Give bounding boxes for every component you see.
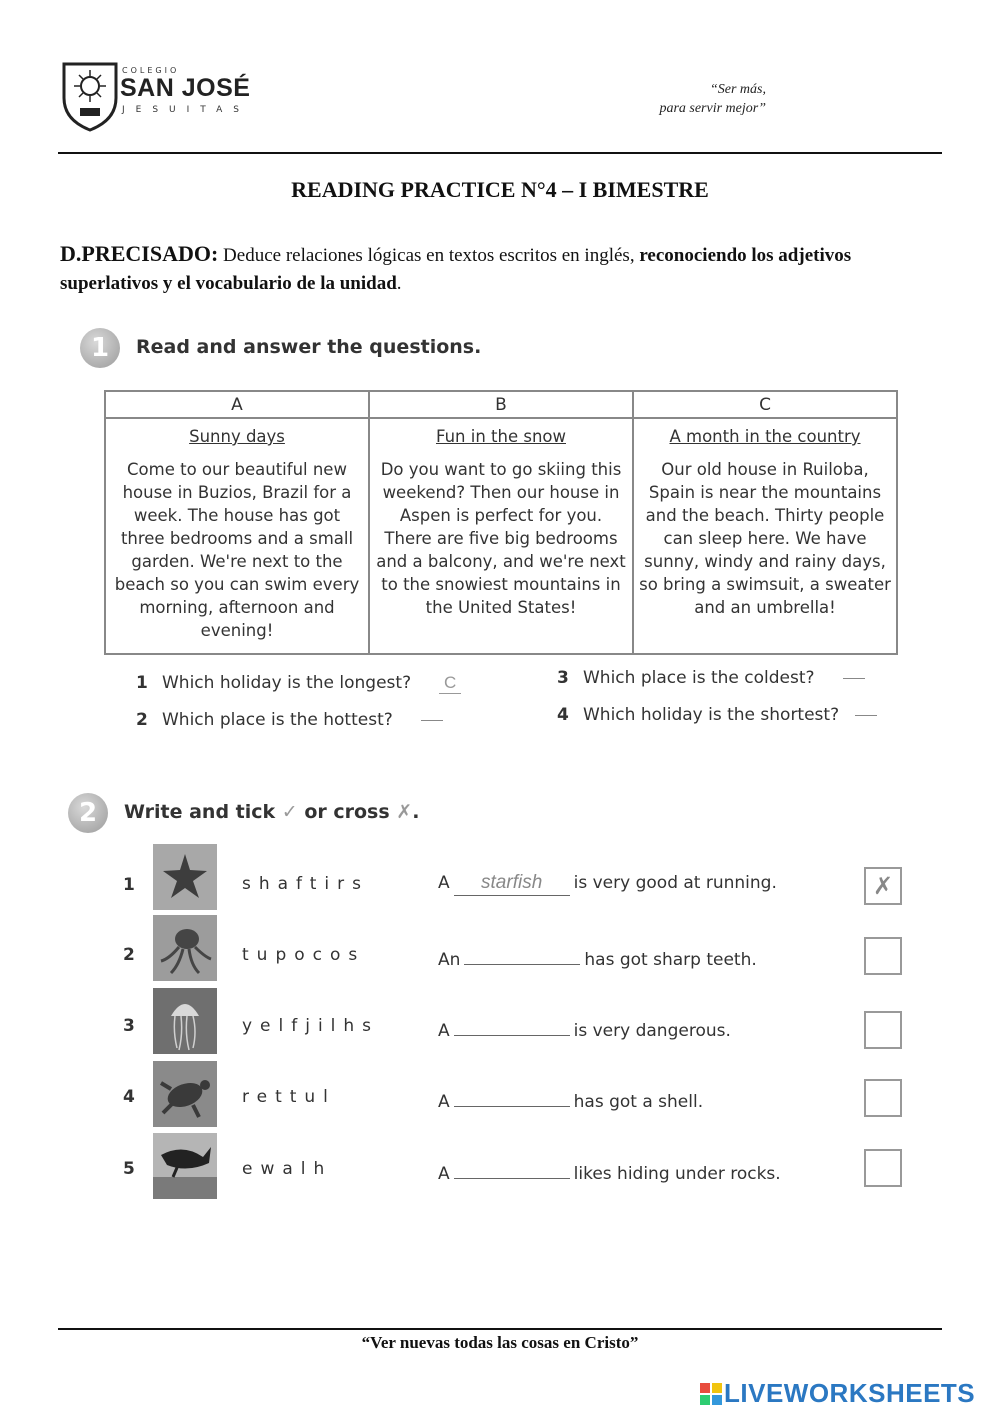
learning-objective bbox=[60, 240, 940, 298]
card-b-heading: Fun in the snow bbox=[435, 427, 566, 446]
item-number: 2 bbox=[123, 945, 135, 965]
answer-input-2[interactable] bbox=[421, 720, 443, 721]
objective-text: Deduce relaciones lógicas en textos escritos en inglés, bbox=[218, 245, 640, 266]
footer-divider bbox=[58, 1328, 942, 1330]
card-a-text: Come to our beautiful new house in Buzios, Brazil for a week. The house has got three bedrooms and a small garden. We're next to the beach so you can swim every morning, afternoon and evening! bbox=[114, 460, 360, 640]
jellyfish-icon bbox=[153, 988, 217, 1054]
exercise-2-title bbox=[124, 801, 419, 823]
motto-line-1: “Ser más, bbox=[709, 82, 766, 97]
answer-input-3[interactable] bbox=[843, 678, 865, 679]
school-crest-logo bbox=[60, 58, 120, 133]
jumbled-word: yelfjilhs bbox=[242, 1016, 380, 1036]
sentence-article: A bbox=[438, 1021, 450, 1041]
objective-label: D.PRECISADO: bbox=[60, 241, 219, 266]
motto-line-2: para servir mejor” bbox=[659, 101, 766, 116]
question-3 bbox=[557, 668, 865, 688]
sentence-rest: has got sharp teeth. bbox=[584, 950, 757, 970]
question-2 bbox=[136, 710, 443, 730]
question-number: 2 bbox=[136, 710, 148, 730]
answer-blank-2[interactable] bbox=[464, 944, 580, 965]
sentence-5 bbox=[438, 1158, 781, 1184]
item-number: 1 bbox=[123, 875, 135, 895]
sentence-article: A bbox=[438, 1092, 450, 1112]
answer-input-1[interactable]: C bbox=[439, 673, 461, 694]
turtle-icon bbox=[153, 1061, 217, 1127]
question-number: 4 bbox=[557, 705, 569, 725]
jumbled-word: rettul bbox=[242, 1087, 336, 1107]
card-c-text: Our old house in Ruiloba, Spain is near the mountains and the beach. Thirty people can sleep here. We have sunny, windy and rainy days, so bring a swimsuit, a sweater and an umbrella! bbox=[639, 460, 891, 617]
exercise-2-badge: 2 bbox=[68, 793, 108, 833]
objective-bold-text: reconociendo los adjetivos superlativos y el vocabulario de la unidad bbox=[60, 245, 852, 294]
exercise-2-title-end: . bbox=[412, 801, 420, 823]
jumbled-word: ewalh bbox=[242, 1159, 333, 1179]
sentence-1 bbox=[438, 873, 777, 896]
answer-blank-1[interactable]: starfish bbox=[454, 873, 570, 896]
school-label-top: COLEGIO bbox=[122, 66, 180, 75]
reading-table bbox=[104, 390, 898, 655]
cross-icon: ✗ bbox=[396, 801, 413, 823]
column-letter-c: C bbox=[633, 391, 897, 418]
sentence-article: A bbox=[438, 1164, 450, 1184]
whale-icon bbox=[153, 1133, 217, 1199]
tick-cross-box-2[interactable] bbox=[864, 937, 902, 975]
school-motto bbox=[600, 80, 766, 118]
question-1 bbox=[136, 673, 461, 694]
card-a-heading: Sunny days bbox=[189, 427, 285, 446]
jumbled-word: tupocos bbox=[242, 945, 366, 965]
exercise-1-title: Read and answer the questions. bbox=[136, 336, 482, 358]
sentence-3 bbox=[438, 1015, 731, 1041]
question-text: Which place is the hottest? bbox=[162, 710, 393, 730]
tick-cross-box-3[interactable] bbox=[864, 1011, 902, 1049]
answer-blank-4[interactable] bbox=[454, 1086, 570, 1107]
objective-end: . bbox=[396, 273, 402, 294]
octopus-icon bbox=[153, 915, 217, 981]
school-label-sub: JESUITAS bbox=[122, 105, 250, 115]
tick-icon: ✓ bbox=[281, 801, 298, 823]
sentence-4 bbox=[438, 1086, 703, 1112]
starfish-icon bbox=[153, 844, 217, 910]
tick-cross-box-1[interactable]: ✗ bbox=[864, 867, 902, 905]
page-title: READING PRACTICE N°4 – I BIMESTRE bbox=[291, 177, 709, 202]
question-number: 1 bbox=[136, 673, 148, 693]
question-text: Which holiday is the shortest? bbox=[583, 705, 840, 725]
question-text: Which holiday is the longest? bbox=[162, 673, 412, 693]
header-divider bbox=[58, 152, 942, 154]
sentence-rest: is very dangerous. bbox=[573, 1021, 731, 1041]
sentence-rest: has got a shell. bbox=[573, 1092, 704, 1112]
card-b-text: Do you want to go skiing this weekend? Then our house in Aspen is perfect for you. There are five big bedrooms and a balcony, and we're next to the snowiest mountains in the United States! bbox=[376, 460, 626, 617]
question-number: 3 bbox=[557, 668, 569, 688]
sentence-rest: is very good at running. bbox=[573, 873, 777, 893]
liveworksheets-brand: LIVEWORKSHEETS bbox=[724, 1378, 976, 1408]
liveworksheets-icon bbox=[700, 1383, 722, 1405]
column-letter-b: B bbox=[369, 391, 633, 418]
reading-card-c bbox=[633, 418, 897, 654]
question-4 bbox=[557, 705, 877, 725]
question-text: Which place is the coldest? bbox=[583, 668, 815, 688]
sentence-rest: likes hiding under rocks. bbox=[573, 1164, 781, 1184]
tick-cross-box-4[interactable] bbox=[864, 1079, 902, 1117]
column-letter-a: A bbox=[105, 391, 369, 418]
reading-card-a bbox=[105, 418, 369, 654]
sentence-2 bbox=[438, 944, 757, 970]
sentence-article: An bbox=[438, 950, 461, 970]
footer-quote: “Ver nuevas todas las cosas en Cristo” bbox=[361, 1333, 639, 1352]
answer-input-4[interactable] bbox=[855, 715, 877, 716]
exercise-2-title-part2: or cross bbox=[304, 801, 390, 823]
answer-blank-3[interactable] bbox=[454, 1015, 570, 1036]
tick-cross-box-5[interactable] bbox=[864, 1149, 902, 1187]
item-number: 3 bbox=[123, 1016, 135, 1036]
answer-blank-5[interactable] bbox=[454, 1158, 570, 1179]
school-name: SAN JOSÉ bbox=[120, 74, 251, 102]
jumbled-word: shaftirs bbox=[242, 874, 369, 894]
sentence-article: A bbox=[438, 873, 450, 893]
item-number: 4 bbox=[123, 1087, 135, 1107]
card-c-heading: A month in the country bbox=[669, 427, 861, 446]
exercise-1-badge: 1 bbox=[80, 328, 120, 368]
item-number: 5 bbox=[123, 1159, 135, 1179]
liveworksheets-logo[interactable] bbox=[700, 1378, 975, 1409]
exercise-2-title-part1: Write and tick bbox=[124, 801, 276, 823]
reading-card-b bbox=[369, 418, 633, 654]
